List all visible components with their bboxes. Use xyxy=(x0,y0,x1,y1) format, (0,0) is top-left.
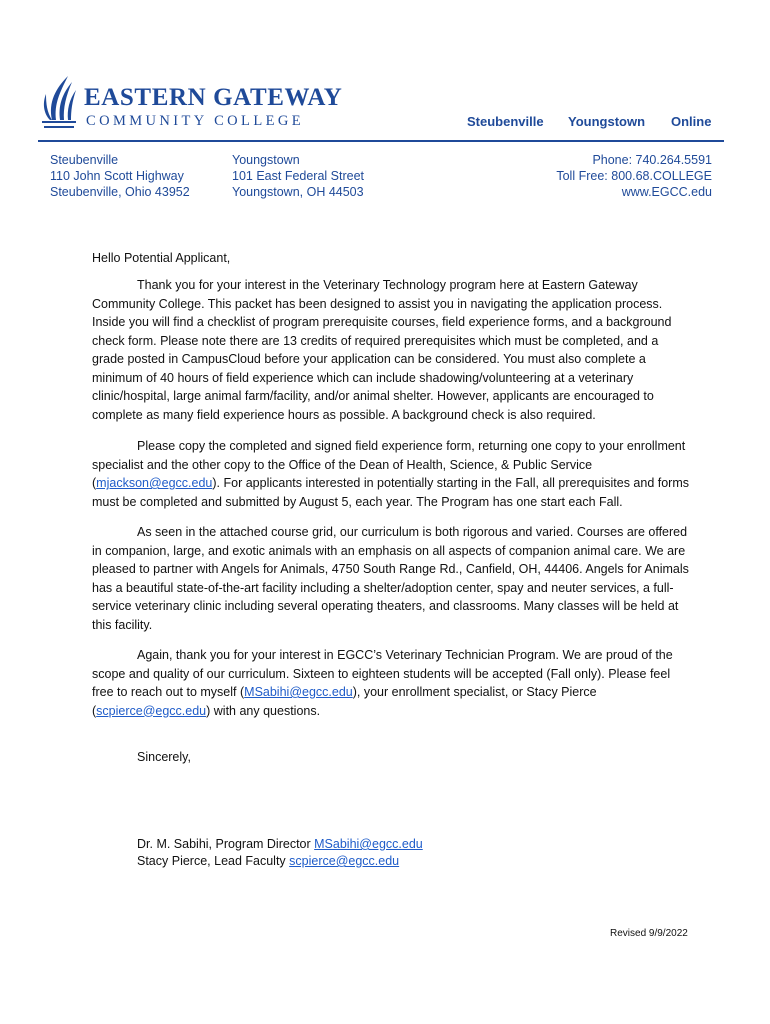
msabihi-email-link[interactable]: MSabihi@egcc.edu xyxy=(244,685,353,699)
phone: Phone: 740.264.5591 xyxy=(592,153,712,167)
paragraph-4 xyxy=(92,646,690,720)
contact-info xyxy=(556,152,712,200)
paragraph-1: Thank you for your interest in the Veterinary Technology program here at Eastern Gateway Community College. This packet has been designed to assist you in navigating the application process. Inside you will find a checklist of program prerequisite courses, field experience forms, and a background check form. Please note there are 13 credits of required prerequisites which must be completed, and a grade posted in CampusCloud before your application can be considered. You must also complete a minimum of 40 hours of field experience which can include shadowing/volunteering at a veterinary clinic/hospital, large animal farm/facility, and/or animal shelter. However, applicants are encouraged to complete as many field experience hours as possible. A background check is also required. xyxy=(92,278,672,422)
college-name: EASTERN GATEWAY xyxy=(84,84,343,111)
revised-date: Revised 9/9/2022 xyxy=(610,928,688,939)
address-line: 101 East Federal Street xyxy=(232,169,365,183)
nav-online[interactable]: Online xyxy=(671,114,712,129)
paragraph-2 xyxy=(92,437,690,511)
paragraph-4-text: Again, thank you for your interest in EGCC’s Veterinary Technician Program. We are proud of the scope and quality of our curriculum. Sixteen to eighteen students will be accepted (Fall only). Please feel free to reach out to myself ( xyxy=(92,648,673,699)
letter-body xyxy=(92,276,690,424)
signature-2-text: Stacy Pierce, Lead Faculty xyxy=(137,854,290,868)
college-subtitle: COMMUNITY COLLEGE xyxy=(86,113,304,129)
college-logo-icon xyxy=(38,74,78,132)
scpierce-email-link[interactable]: scpierce@egcc.edu xyxy=(96,703,207,718)
website-link[interactable]: www.EGCC.edu xyxy=(621,185,712,199)
address-line: Steubenville xyxy=(50,153,119,167)
paragraph-4-text: ), your enrollment specialist, or Stacy Pierce ( xyxy=(92,685,597,718)
signature-1-email-link[interactable]: MSabihi@egcc.edu xyxy=(314,837,423,851)
paragraph-4-text: ) with any questions. xyxy=(206,703,321,718)
address-line: 110 John Scott Highway xyxy=(50,169,184,183)
mjackson-email-link[interactable]: mjackson@egcc.edu xyxy=(96,476,213,490)
signature-1 xyxy=(137,837,423,851)
toll-free: Toll Free: 800.68.COLLEGE xyxy=(556,169,712,183)
address-line: Youngstown xyxy=(232,153,300,167)
nav-youngstown[interactable]: Youngstown xyxy=(568,114,646,129)
steubenville-address xyxy=(50,152,190,200)
signature-2 xyxy=(137,854,399,868)
youngstown-address xyxy=(232,152,364,200)
address-line: Steubenville, Ohio 43952 xyxy=(50,185,190,199)
paragraph-2-text: ). For applicants interested in potentially starting in the Fall, all prerequisites and forms must be completed and submitted by August 5, each year. The Program has one start each Fall. xyxy=(92,476,690,509)
signature-1-text: Dr. M. Sabihi, Program Director xyxy=(137,837,315,851)
signature-2-email-link[interactable]: scpierce@egcc.edu xyxy=(289,854,400,868)
paragraph-2-text: Please copy the completed and signed field experience form, returning one copy to your enrollment specialist and the other copy to the Office of the Dean of Health, Science, & Public Service ( xyxy=(92,439,686,490)
address-line: Youngstown, OH 44503 xyxy=(232,185,364,199)
paragraph-3: As seen in the attached course grid, our curriculum is both rigorous and varied. Courses are offered in companion, large, and exotic animals with an emphasis on all aspects of companion animal care. We are pleased to partner with Angels for Animals, 4750 South Range Rd., Canfield, OH, 44406. Angels for Animals has a beautiful state-of-the-art facility including a shelter/adoption center, spay and neuter services, a full-service veterinary clinic including several operating theaters, and classrooms. Many classes will be held at this facility. xyxy=(92,525,689,632)
closing: Sincerely, xyxy=(137,750,191,764)
greeting: Hello Potential Applicant, xyxy=(92,251,231,265)
header-divider xyxy=(38,140,724,142)
nav-steubenville[interactable]: Steubenville xyxy=(467,114,544,129)
